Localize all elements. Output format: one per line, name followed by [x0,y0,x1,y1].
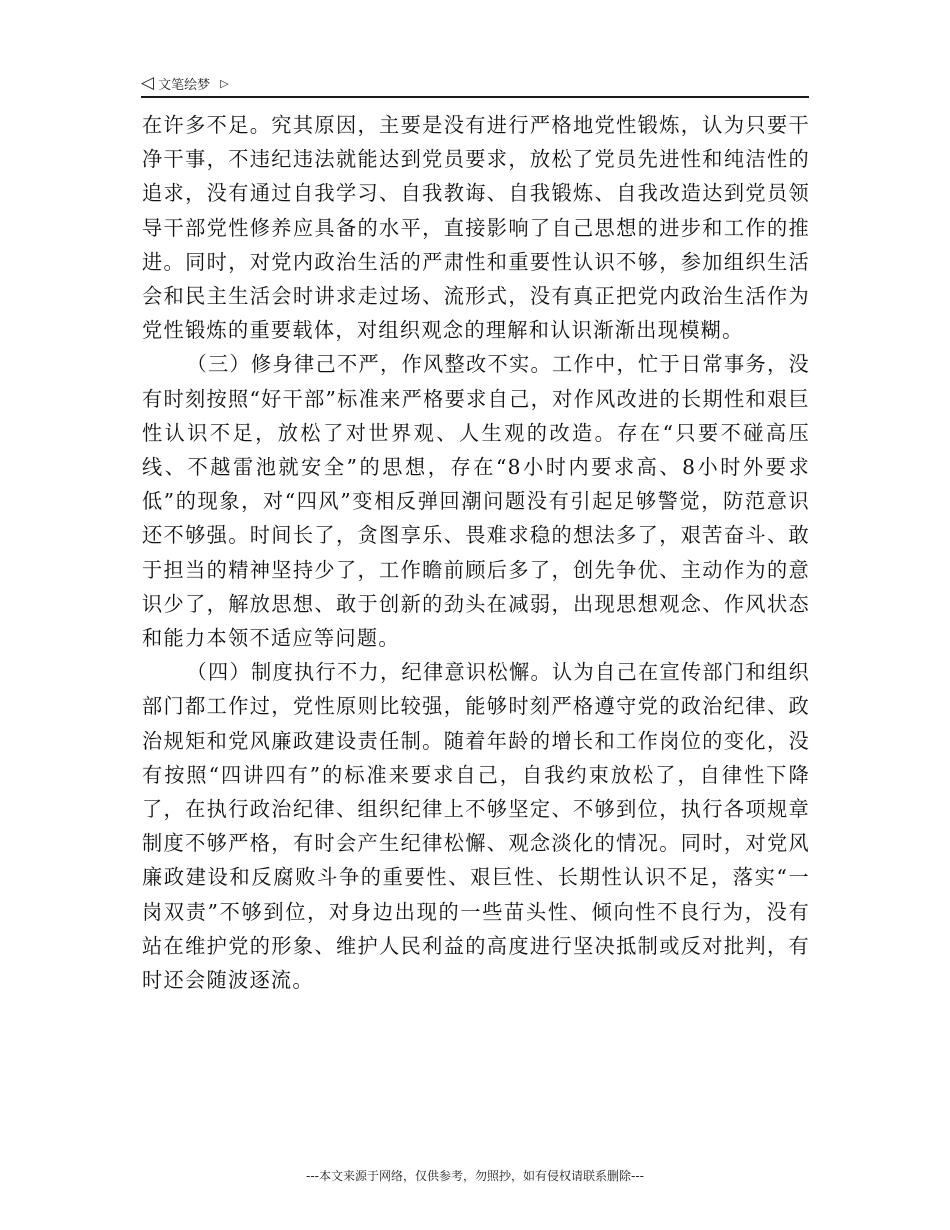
paragraph-section-three: （三）修身律己不严，作风整改不实。工作中，忙于日常事务，没有时刻按照“好干部”标准来严格要求自己，对作风改进的长期性和艰巨性认识不足，放松了对世界观、人生观的改造。存在“只要不碰高压线、不越雷池就安全”的思想，存在“8小时内要求高、8小时外要求低”的现象，对“四风”变相反弹回潮问题没有引起足够警觉，防范意识还不够强。时间长了，贪图享乐、畏难求稳的想法多了，艰苦奋斗、敢于担当的精神坚持少了，工作瞻前顾后多了，创先争优、主动作为的意识少了，解放思想、敢于创新的劲头在减弱，出现思想观念、作风状态和能力本领不适应等问题。 [142,352,810,651]
document-body [142,108,810,997]
page-header [141,70,809,98]
footer-notice: ---本文来源于网络，仅供参考，勿照抄，如有侵权请联系删除--- [306,1169,644,1183]
paragraph-section-four: （四）制度执行不力，纪律意识松懈。认为自己在宣传部门和组织部门都工作过，党性原则比较强，能够时刻严格遵守党的政治纪律、政治规矩和党风廉政建设责任制。随着年龄的增长和工作岗位的变化，没有按照“四讲四有”的标准来要求自己，自我约束放松了，自律性下降了，在执行政治纪律、组织纪律上不够坚定、不够到位，执行各项规章制度不够严格，有时会产生纪律松懈、观念淡化的情况。同时，对党风廉政建设和反腐败斗争的重要性、艰巨性、长期性认识不足，落实“一岗双责”不够到位，对身边出现的一些苗头性、倾向性不良行为，没有站在维护党的形象、维护人民利益的高度进行坚决抵制或反对批判，有时还会随波逐流。 [142,660,810,993]
header-title: 文笔绘梦 [158,77,211,93]
paragraph-continuation: 在许多不足。究其原因，主要是没有进行严格地党性锻炼，认为只要干净干事，不违纪违法就能达到党员要求，放松了党员先进性和纯洁性的追求，没有通过自我学习、自我教诲、自我锻炼、自我改造达到党员领导干部党性修养应具备的水平，直接影响了自己思想的进步和工作的推进。同时，对党内政治生活的严肃性和重要性认识不够，参加组织生活会和民主生活会时讲求走过场、流形式，没有真正把党内政治生活作为党性锻炼的重要载体，对组织观念的理解和认识渐渐出现模糊。 [142,113,810,343]
triangle-right-icon: ▷ [220,76,229,90]
triangle-left-icon: ◁ [141,72,155,93]
